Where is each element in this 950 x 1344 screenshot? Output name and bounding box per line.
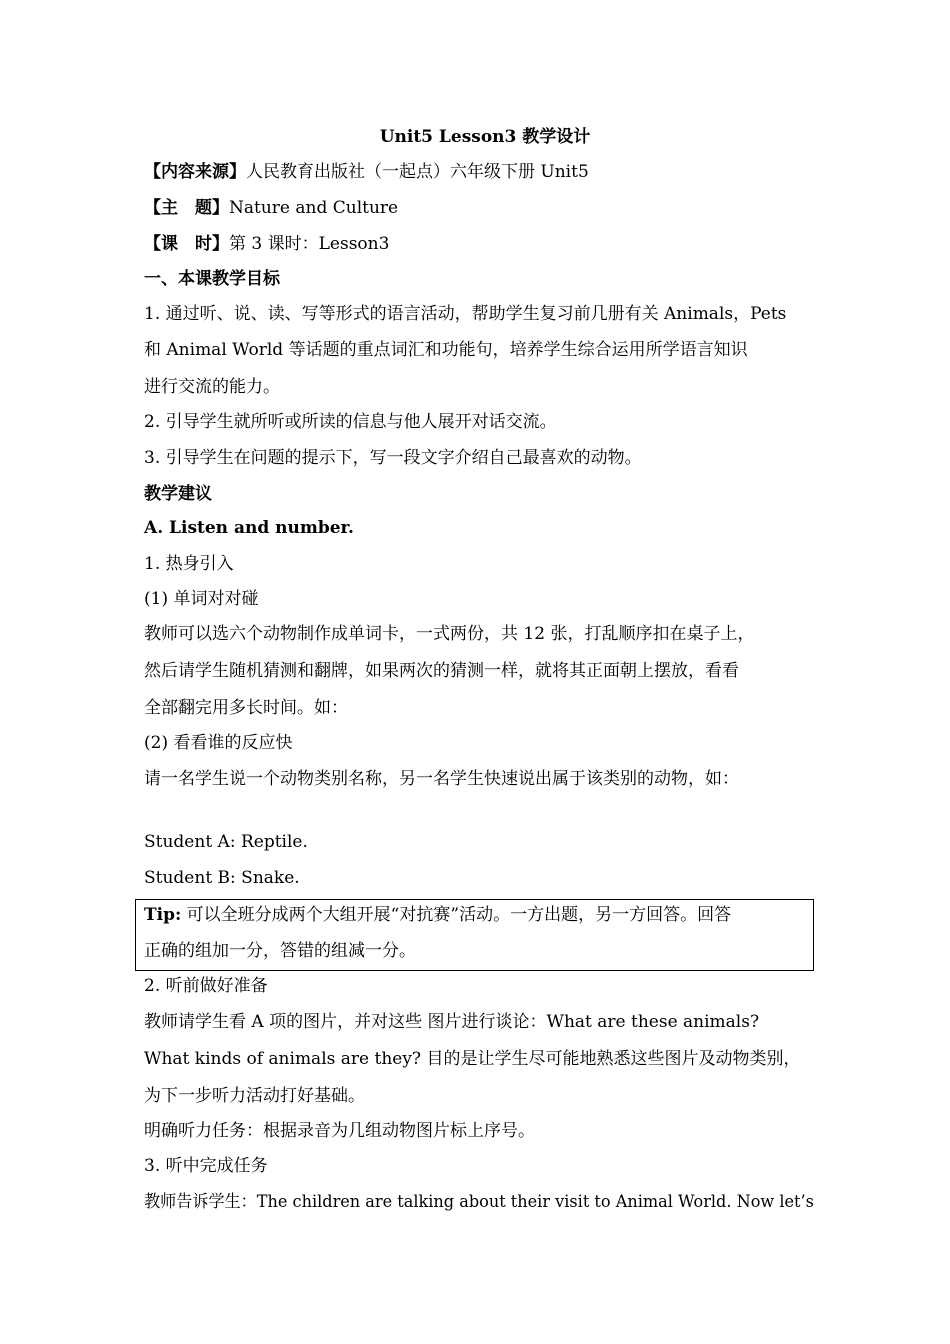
step2-line: What kinds of animals are they? 目的是让学生尽可能地熟悉这些图片及动物类别， (144, 1049, 801, 1069)
meta-source-label: 【内容来源】 (144, 162, 246, 182)
tip-label: Tip: (144, 905, 182, 925)
document-title: Unit5 Lesson3 教学设计 (379, 127, 591, 147)
step2-line: 教师请学生看 A 项的图片，并对这些 图片进行谈论：What are these animals? (144, 1012, 760, 1032)
meta-period (144, 233, 814, 255)
step2-heading: 2. 听前做好准备 (144, 976, 268, 996)
tip-line: 正确的组加一分，答错的组减一分。 (144, 941, 416, 961)
meta-topic (144, 197, 814, 219)
meta-topic-label: 【主 题】 (144, 198, 229, 218)
step3-heading: 3. 听中完成任务 (144, 1156, 268, 1176)
section-goals-heading: 一、本课教学目标 (144, 269, 280, 289)
goal1-line: 1. 通过听、说、读、写等形式的语言活动，帮助学生复习前几册有关 Animals，Pets (144, 304, 787, 324)
meta-topic-value: Nature and Culture (229, 198, 399, 218)
meta-period-value: 第 3 课时：Lesson3 (229, 234, 390, 254)
activity1-line: 教师可以选六个动物制作成单词卡，一式两份，共 12 张，打乱顺序扣在桌子上， (144, 624, 755, 644)
dialog-line: Student A: Reptile. (144, 832, 308, 852)
step2-line: 为下一步听力活动打好基础。 (144, 1086, 365, 1106)
step1-heading: 1. 热身引入 (144, 554, 234, 574)
activity1-line: 然后请学生随机猜测和翻牌，如果两次的猜测一样，就将其正面朝上摆放，看看 (144, 661, 739, 681)
dialog-line: Student B: Snake. (144, 868, 300, 888)
tip-text: 可以全班分成两个大组开展“对抗赛”活动。一方出题，另一方回答。回答 (181, 905, 732, 925)
goal1-line: 和 Animal World 等话题的重点词汇和功能句，培养学生综合运用所学语言知识 (144, 340, 748, 360)
goal2: 2. 引导学生就所听或所读的信息与他人展开对话交流。 (144, 412, 557, 432)
suggestions-heading: 教学建议 (144, 484, 212, 504)
activity2-text: 请一名学生说一个动物类别名称，另一名学生快速说出属于该类别的动物，如： (144, 769, 739, 789)
tip-line (144, 904, 814, 926)
subsection-a-heading: A. Listen and number. (144, 518, 354, 538)
activity2-title: (2) 看看谁的反应快 (144, 733, 293, 753)
listening-task: 明确听力任务：根据录音为几组动物图片标上序号。 (144, 1121, 535, 1141)
activity1-title: (1) 单词对对碰 (144, 589, 259, 609)
meta-source (144, 161, 814, 183)
meta-period-label: 【课 时】 (144, 234, 229, 254)
goal1-line: 进行交流的能力。 (144, 377, 280, 397)
step3-text: 教师告诉学生：The children are talking about their visit to Animal World. Now let’s (144, 1192, 814, 1212)
meta-source-value: 人民教育出版社（一起点）六年级下册 Unit5 (246, 162, 589, 182)
tip-box (135, 899, 814, 971)
activity1-line: 全部翻完用多长时间。如： (144, 698, 348, 718)
goal3: 3. 引导学生在问题的提示下，写一段文字介绍自己最喜欢的动物。 (144, 448, 642, 468)
